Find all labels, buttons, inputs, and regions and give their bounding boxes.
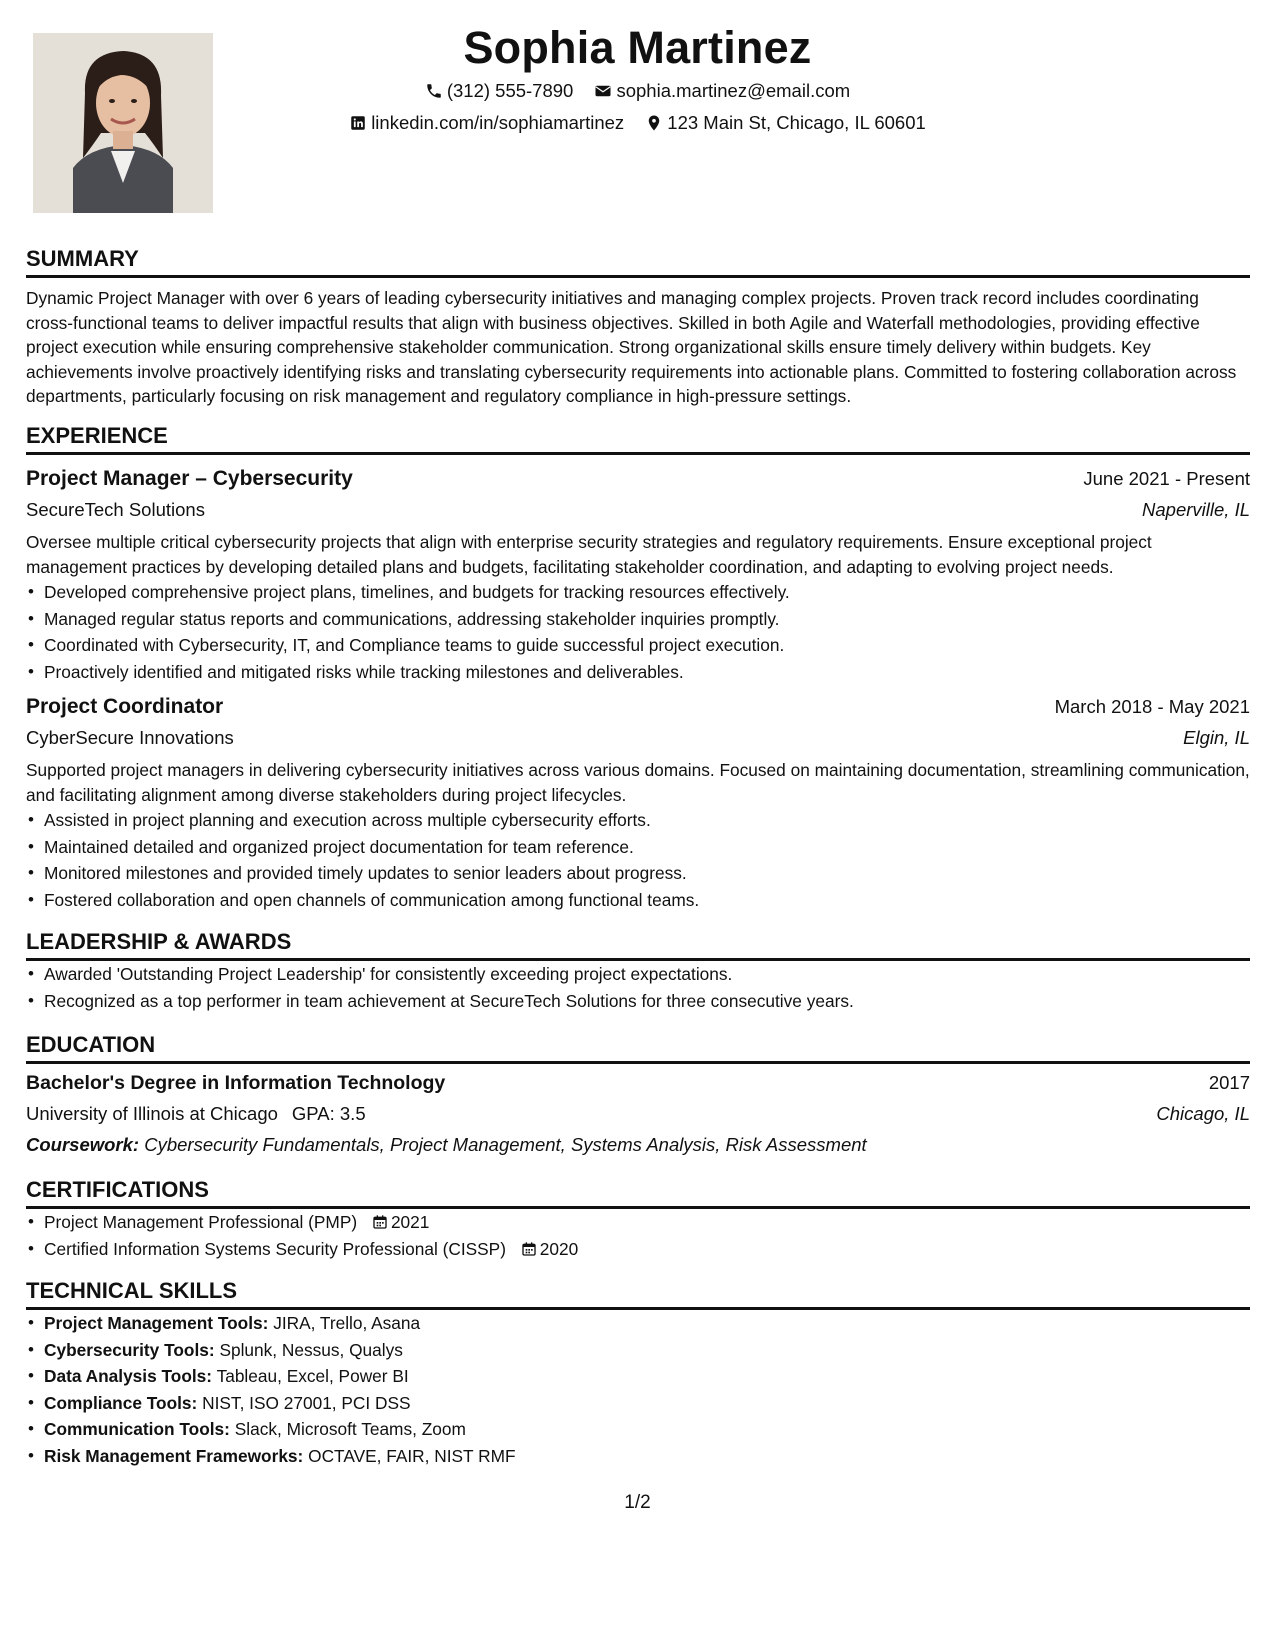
job-bullets	[26, 579, 1250, 685]
job-location: Naperville, IL	[1142, 498, 1250, 520]
skill-value: Splunk, Nessus, Qualys	[219, 1339, 403, 1360]
linkedin-text: linkedin.com/in/sophiamartinez	[371, 112, 625, 133]
job-company: CyberSecure Innovations	[26, 727, 234, 749]
experience-section	[26, 423, 1250, 913]
job-bullet: • Coordinated with Cybersecurity, IT, and Compliance teams to guide successful project execution.	[44, 632, 1250, 659]
section-title-skills: TECHNICAL SKILLS	[26, 1278, 1250, 1310]
job-bullets	[26, 807, 1250, 913]
skill-item	[44, 1390, 1250, 1417]
certification-item	[44, 1236, 1250, 1263]
cert-year: 2021	[390, 1212, 430, 1233]
skill-item	[44, 1363, 1250, 1390]
edu-gpa: GPA: 3.5	[291, 1103, 366, 1125]
edu-degree: Bachelor's Degree in Information Technology	[26, 1072, 446, 1095]
awards-section	[26, 929, 1250, 1014]
skill-item	[44, 1310, 1250, 1337]
page-number: 1/2	[624, 1492, 651, 1513]
job-company: SecureTech Solutions	[26, 498, 205, 520]
section-title-summary: SUMMARY	[26, 246, 1250, 278]
skill-label: Data Analysis Tools:	[44, 1366, 213, 1387]
edu-year: 2017	[1208, 1072, 1250, 1094]
job-title: Project Coordinator	[26, 695, 224, 719]
certification-item	[44, 1209, 1250, 1236]
job-description: Oversee multiple critical cybersecurity projects that align with enterprise security strategies and regulatory requirements. Ensure exceptional project management practices by developing detailed plans and budgets, facilitating stakeholder coordination, and adapting to evolving project needs.	[26, 531, 1152, 577]
skill-value: Tableau, Excel, Power BI	[216, 1366, 409, 1387]
skills-section	[26, 1278, 1250, 1469]
email-text: sophia.martinez@email.com	[616, 80, 851, 101]
contact-address	[645, 112, 926, 134]
calendar-icon	[372, 1214, 388, 1230]
contact-linkedin[interactable]	[349, 112, 624, 134]
edu-coursework	[26, 1129, 1250, 1161]
linkedin-icon	[349, 114, 367, 132]
award-item: • Recognized as a top performer in team achievement at SecureTech Solutions for three consecutive years.	[44, 988, 1250, 1015]
job-entry	[26, 463, 1250, 685]
section-title-education: EDUCATION	[26, 1032, 1250, 1064]
job-dates: March 2018 - May 2021	[1054, 696, 1250, 718]
job-title: Project Manager – Cybersecurity	[26, 466, 353, 490]
skill-label: Risk Management Frameworks:	[44, 1445, 304, 1466]
cert-name: Project Management Professional (PMP)	[44, 1212, 358, 1233]
awards-list	[26, 961, 1250, 1014]
edu-school-line	[26, 1099, 366, 1129]
section-title-experience: EXPERIENCE	[26, 423, 1250, 455]
summary-section	[26, 246, 1250, 409]
coursework-list: Cybersecurity Fundamentals, Project Management, Systems Analysis, Risk Assessment	[144, 1134, 867, 1156]
skill-label: Cybersecurity Tools:	[44, 1339, 215, 1360]
section-title-certifications: CERTIFICATIONS	[26, 1177, 1250, 1209]
award-item: • Awarded 'Outstanding Project Leadership' for consistently exceeding project expectations.	[44, 961, 1250, 988]
envelope-icon	[594, 82, 612, 100]
edu-location: Chicago, IL	[1156, 1103, 1250, 1125]
job-bullet: • Proactively identified and mitigated risks while tracking milestones and deliverables.	[44, 659, 1250, 686]
skills-list	[26, 1310, 1250, 1469]
section-title-awards: LEADERSHIP & AWARDS	[26, 929, 1250, 961]
job-bullet: • Maintained detailed and organized project documentation for team reference.	[44, 834, 1250, 861]
skill-label: Communication Tools:	[44, 1419, 230, 1440]
map-pin-icon	[645, 114, 663, 132]
contact-row-primary	[0, 80, 1275, 105]
skill-item	[44, 1416, 1250, 1443]
job-dates: June 2021 - Present	[1083, 467, 1250, 489]
skill-value: OCTAVE, FAIR, NIST RMF	[308, 1445, 516, 1466]
job-location: Elgin, IL	[1183, 727, 1250, 749]
edu-school: University of Illinois at Chicago	[26, 1103, 278, 1125]
job-description: Supported project managers in delivering cybersecurity initiatives across various domains. Focused on maintaining documentation, streamlining communication, and facilitating alignment among diverse stakeholders during project lifecycles.	[26, 760, 1250, 805]
job-bullet: • Monitored milestones and provided timely updates to senior leaders about progress.	[44, 860, 1250, 887]
cert-year: 2020	[539, 1238, 579, 1259]
certifications-section	[26, 1177, 1250, 1262]
skill-label: Compliance Tools:	[44, 1392, 198, 1413]
skill-value: NIST, ISO 27001, PCI DSS	[202, 1392, 411, 1413]
cert-name: Certified Information Systems Security Professional (CISSP)	[44, 1238, 506, 1259]
candidate-name: Sophia Martinez	[463, 22, 812, 73]
skill-item	[44, 1443, 1250, 1470]
skill-value: JIRA, Trello, Asana	[273, 1313, 421, 1334]
education-section	[26, 1032, 1250, 1161]
job-bullet: • Developed comprehensive project plans, timelines, and budgets for tracking resources effectively.	[44, 579, 1250, 606]
phone-text: (312) 555-7890	[446, 80, 574, 101]
contact-phone[interactable]	[425, 80, 574, 102]
skill-value: Slack, Microsoft Teams, Zoom	[234, 1419, 466, 1440]
job-entry	[26, 691, 1250, 913]
coursework-label: Coursework:	[26, 1134, 140, 1156]
job-bullet: • Assisted in project planning and execution across multiple cybersecurity efforts.	[44, 807, 1250, 834]
contact-row-secondary	[0, 112, 1275, 137]
calendar-icon	[521, 1241, 537, 1257]
summary-text: Dynamic Project Manager with over 6 years of leading cybersecurity initiatives and managing complex projects. Proven track record includes coordinating cross-functional teams to deliver impactful results that align with business objectives. Skilled in both Agile and Waterfall methodologies, providing effective project execution while ensuring comprehensive stakeholder communication. Strong organizational skills ensure timely delivery within budgets. Key achievements involve proactively identifying risks and translating cybersecurity requirements into actionable plans. Committed to fostering collaboration across departments, particularly focusing on risk management and regulatory compliance in high-pressure settings.	[26, 288, 1237, 407]
skill-item	[44, 1337, 1250, 1364]
resume-content	[26, 246, 1250, 1489]
job-bullet: • Managed regular status reports and communications, addressing stakeholder inquiries promptly.	[44, 606, 1250, 633]
job-bullet: • Fostered collaboration and open channels of communication among functional teams.	[44, 887, 1250, 914]
skill-label: Project Management Tools:	[44, 1313, 269, 1334]
certifications-list	[26, 1209, 1250, 1262]
phone-icon	[425, 82, 443, 100]
contact-email[interactable]	[594, 80, 850, 102]
address-text: 123 Main St, Chicago, IL 60601	[667, 112, 926, 133]
